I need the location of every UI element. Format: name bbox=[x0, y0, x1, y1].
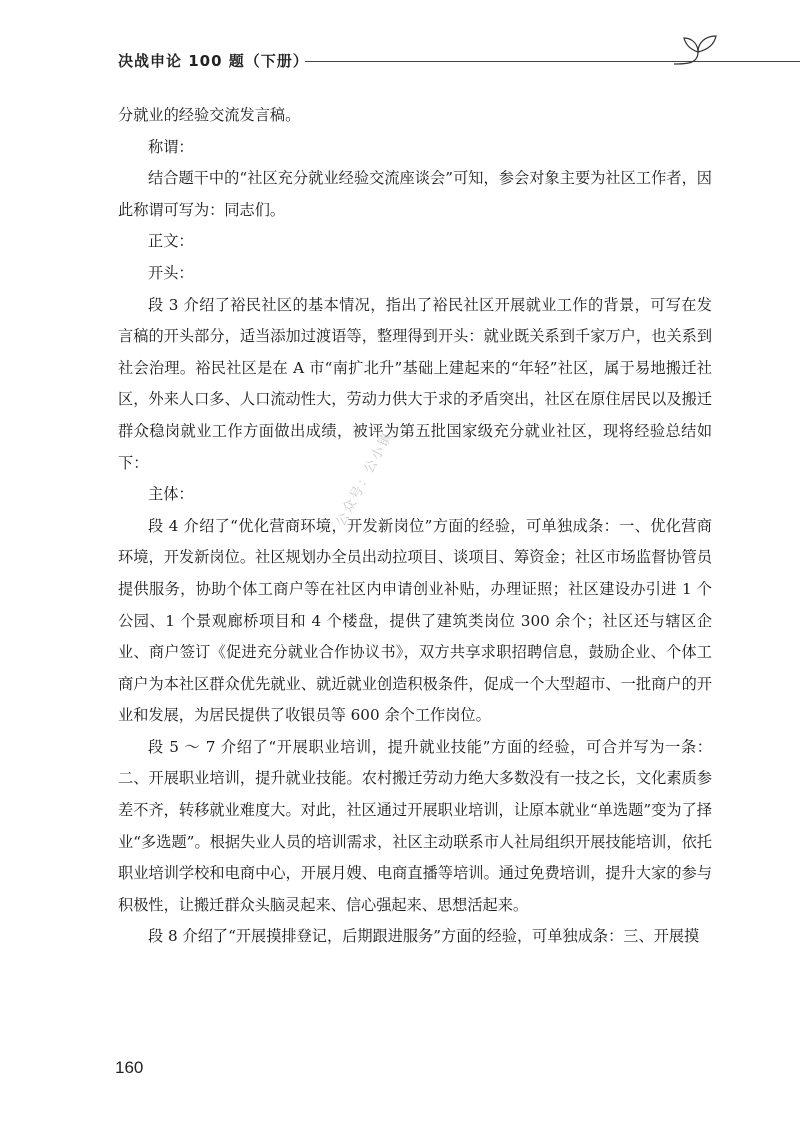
watermark: 公众号：公小镇 bbox=[333, 429, 397, 529]
paragraph: 正文： bbox=[148, 232, 194, 251]
header-rule bbox=[305, 61, 800, 62]
running-header bbox=[118, 46, 718, 76]
paragraph: 分就业的经验交流发言稿。 bbox=[118, 106, 301, 124]
sprout-icon bbox=[672, 30, 718, 66]
paragraph: 段 5 ～ 7 介绍了“开展职业培训，提升就业技能”方面的经验，可合并写为一条：二、开展职业培训，提升就业技能。农村搬迁劳动力绝大多数没有一技之长，文化素质参差不齐，转移就业难度大。对此，社区通过开展职业培训，让原本就业“单选题”变为了择业“多选题”。根据失业人员的培训需求，社区主动联系市人社局组织开展技能培训，依托职业培训学校和电商中心，开展月嫂、电商直播等培训。通过免费培训，提升大家的参与积极性，让搬迁群众头脑灵起来、信心强起来、思想活起来。 bbox=[118, 737, 712, 914]
paragraph: 段 3 介绍了裕民社区的基本情况，指出了裕民社区开展就业工作的背景，可写在发言稿的开头部分，适当添加过渡语等，整理得到开头：就业既关系到千家万户，也关系到社会治理。裕民社区是在 A 市“南扩北升”基础上建起来的“年轻”社区，属于易地搬迁社区，外来人口多、人口流动性大，劳动力供大于求的矛盾突出，社区在原住居民以及搬迁群众稳岗就业工作方面做出成绩，被评为第五批国家级充分就业社区，现将经验总结如下： bbox=[118, 295, 712, 472]
paragraph: 结合题干中的“社区充分就业经验交流座谈会”可知，参会对象主要为社区工作者，因此称谓可写为：同志们。 bbox=[118, 169, 712, 219]
paragraph: 开头： bbox=[148, 263, 194, 282]
paragraph: 主体： bbox=[148, 485, 194, 504]
paragraph: 段 4 介绍了“优化营商环境，开发新岗位”方面的经验，可单独成条：一、优化营商环境，开发新岗位。社区规划办全员出动拉项目、谈项目、筹资金；社区市场监督协管员提供服务，协助个体工商户等在社区内申请创业补贴，办理证照；社区建设办引进 1 个公园、1 个景观廊桥项目和 4 个楼盘，提供了建筑类岗位 300 余个；社区还与辖区企业、商户签订《促进充分就业合作协议书》，双方共享求职招聘信息，鼓励企业、个体工商户为本社区群众优先就业、就近就业创造积极条件，促成一个大型超市、一批商户的开业和发展，为居民提供了收银员等 600 余个工作岗位。 bbox=[118, 516, 712, 725]
page-number: 160 bbox=[115, 1058, 144, 1077]
paragraph: 段 8 介绍了“开展摸排登记，后期跟进服务”方面的经验，可单独成条：三、开展摸 bbox=[148, 927, 700, 946]
article-body bbox=[118, 100, 712, 953]
paragraph: 称谓： bbox=[148, 137, 194, 156]
book-title: 决战申论 100 题（下册） bbox=[118, 52, 309, 70]
